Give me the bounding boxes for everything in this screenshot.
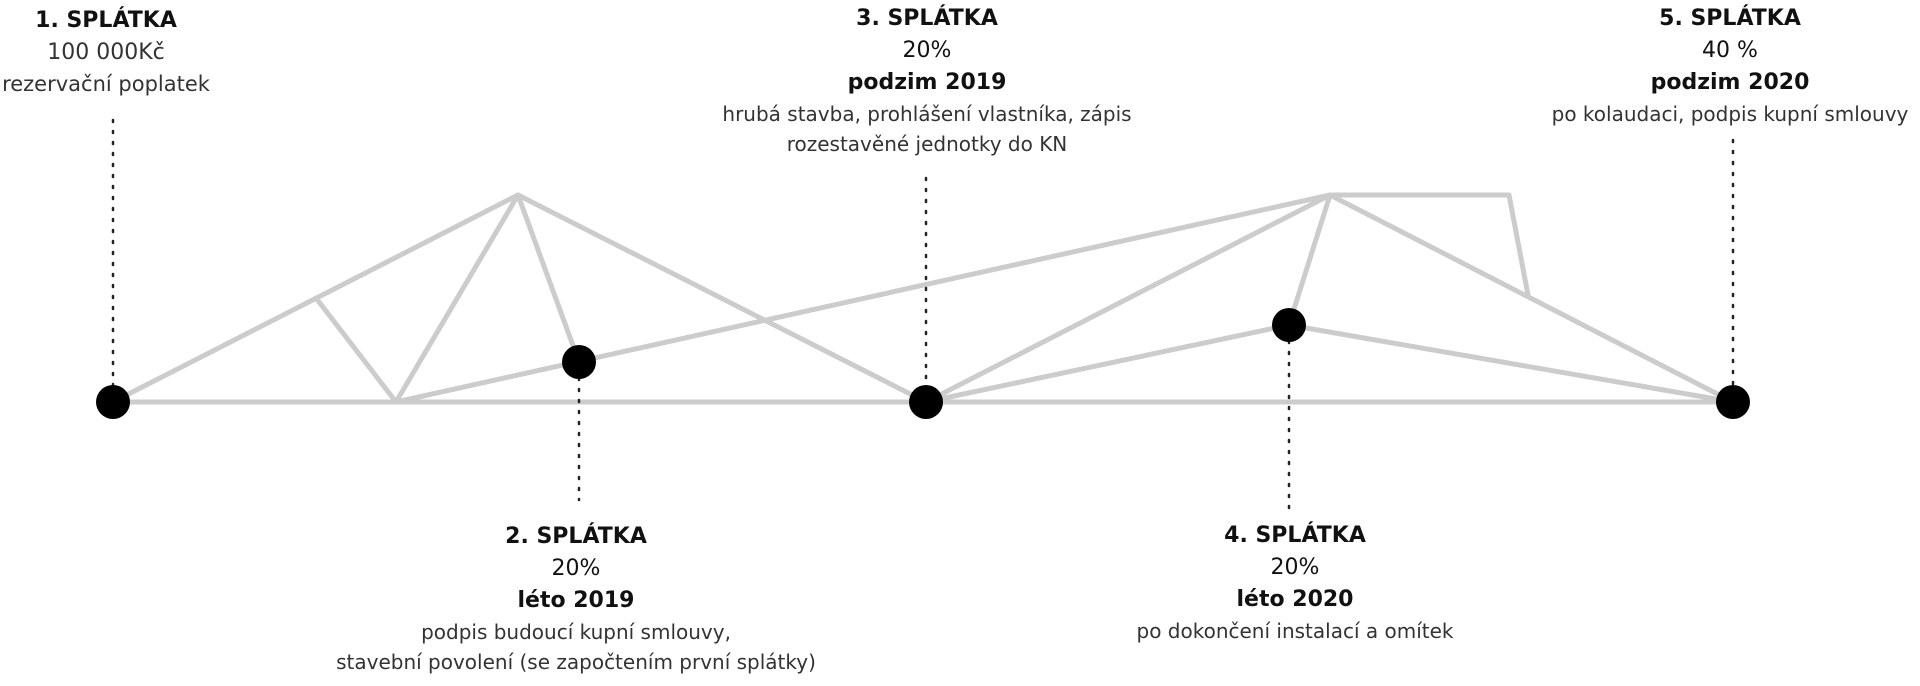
installment-node-5: [1716, 385, 1750, 419]
installment-node-2: [562, 345, 596, 379]
leader-lines: [113, 120, 1733, 515]
installment-description: podpis budoucí kupní smlouvy,: [421, 620, 731, 644]
installment-description: po kolaudaci, podpis kupní smlouvy: [1551, 102, 1909, 126]
installment-title: 3. SPLÁTKA: [856, 6, 998, 31]
installment-title: 2. SPLÁTKA: [505, 524, 647, 549]
installment-description: po dokončení instalací a omítek: [1136, 619, 1454, 643]
installment-label-1: [2, 5, 210, 99]
truss-structure: [113, 195, 1733, 402]
installment-percentage: 20%: [551, 556, 601, 581]
installment-description: rozestavěné jednotky do KN: [786, 132, 1068, 156]
installment-percentage: 20%: [1270, 555, 1320, 580]
installment-date: podzim 2019: [847, 70, 1007, 95]
installment-node-1: [96, 385, 130, 419]
installment-date: léto 2019: [517, 588, 635, 613]
installment-label-5: [1552, 3, 1909, 129]
installment-amount: 100 000Kč: [47, 40, 165, 65]
truss-member: [926, 195, 1330, 402]
installment-title: 4. SPLÁTKA: [1224, 523, 1366, 548]
installment-label-4: [1137, 520, 1454, 646]
installment-description: stavební povolení (se započtením první splátky): [336, 650, 816, 674]
installment-title: 5. SPLÁTKA: [1659, 6, 1801, 31]
truss-member: [1330, 195, 1733, 402]
installment-node-3: [909, 385, 943, 419]
installment-node-4: [1272, 308, 1306, 342]
installment-description: hrubá stavba, prohlášení vlastníka, zápis: [722, 102, 1132, 126]
truss-member: [926, 325, 1289, 402]
truss-member: [316, 298, 396, 402]
installment-percentage: 20%: [902, 38, 952, 63]
installment-title: 1. SPLÁTKA: [35, 8, 177, 33]
installment-date: léto 2020: [1236, 587, 1354, 612]
installment-date: podzim 2020: [1650, 70, 1810, 95]
installment-label-2: [336, 521, 816, 677]
truss-member: [1289, 325, 1733, 402]
truss-member: [1509, 195, 1528, 295]
installment-label-3: [722, 3, 1131, 159]
installment-percentage: 40 %: [1702, 38, 1758, 63]
installment-description: rezervační poplatek: [2, 72, 210, 96]
